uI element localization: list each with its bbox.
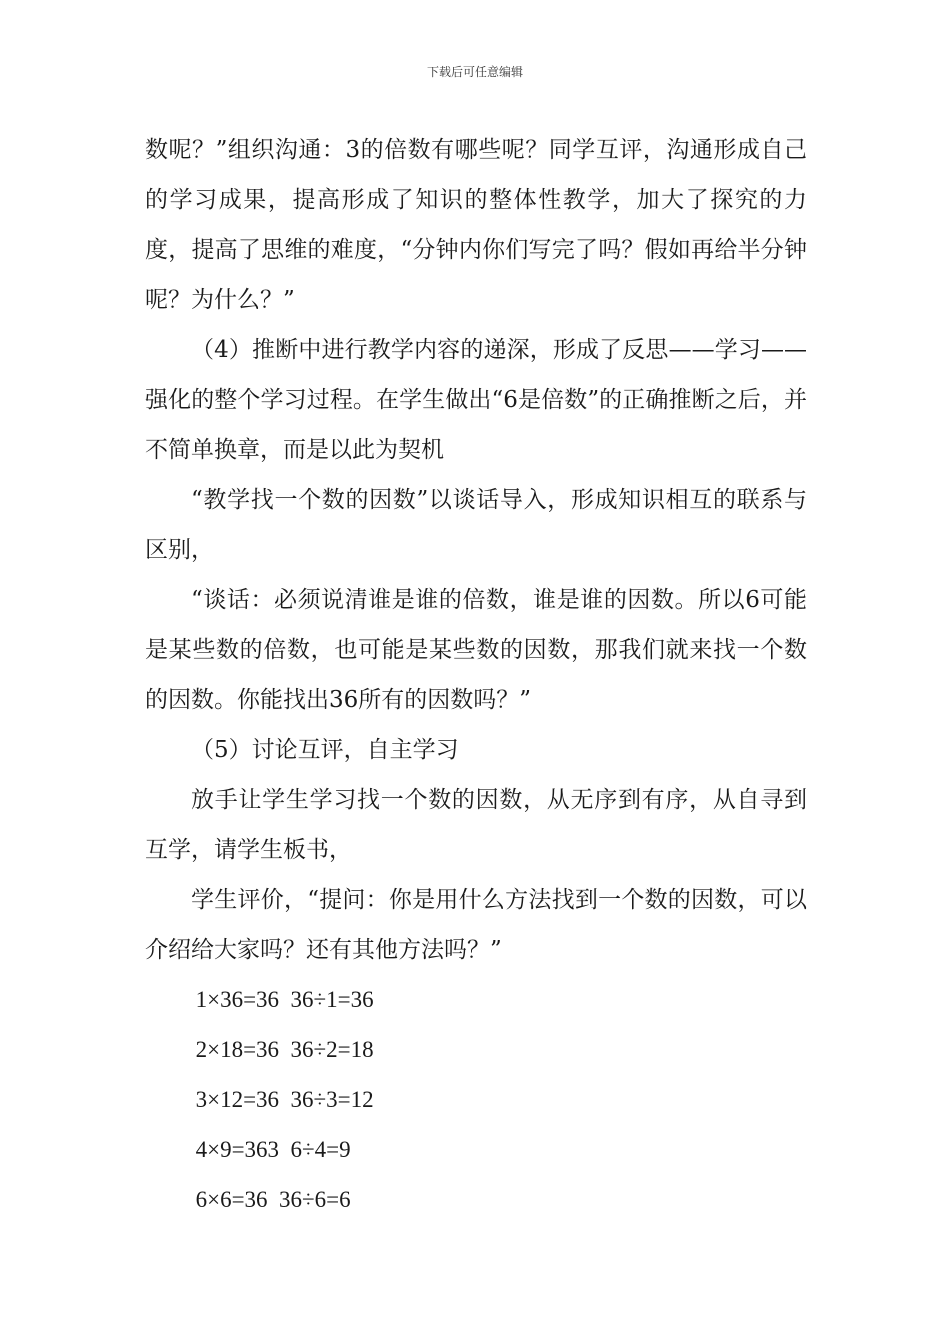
document-body xyxy=(145,125,807,1225)
equation-line: 1×36=36 36÷1=36 xyxy=(195,987,374,1012)
equation-list xyxy=(145,975,807,1225)
paragraph-hands-off: 放手让学生学习找一个数的因数，从无序到有序，从自寻到互学，请学生板书， xyxy=(145,787,807,863)
equation-line: 2×18=36 36÷2=18 xyxy=(195,1037,374,1062)
paragraph-step-4: （4）推断中进行教学内容的递深，形成了反思——学习——强化的整个学习过程。在学生做出“6是倍数”的正确推断之后，并不简单换章，而是以此为契机 xyxy=(145,337,807,463)
paragraph-teaching-factors: “教学找一个数的因数”以谈话导入，形成知识相互的联系与区别， xyxy=(145,487,807,563)
page-header: 下载后可任意编辑 xyxy=(426,65,523,79)
equation-line: 6×6=36 36÷6=6 xyxy=(195,1187,351,1212)
paragraph-student-evaluation: 学生评价，“提问：你是用什么方法找到一个数的因数，可以介绍给大家吗？还有其他方法吗？” xyxy=(145,887,807,963)
equation-line: 4×9=363 6÷4=9 xyxy=(195,1137,351,1162)
paragraph-continuation: 数呢？”组织沟通：3的倍数有哪些呢？同学互评，沟通形成自己的学习成果，提高形成了知识的整体性教学，加大了探究的力度，提高了思维的难度，“分钟内你们写完了吗？假如再给半分钟呢？为什么？” xyxy=(145,137,807,313)
paragraph-step-5: （5）讨论互评，自主学习 xyxy=(191,737,459,763)
paragraph-dialogue: “谈话：必须说清谁是谁的倍数，谁是谁的因数。所以6可能是某些数的倍数，也可能是某些数的因数，那我们就来找一个数的因数。你能找出36所有的因数吗？” xyxy=(145,587,807,713)
equation-line: 3×12=36 36÷3=12 xyxy=(195,1087,374,1112)
